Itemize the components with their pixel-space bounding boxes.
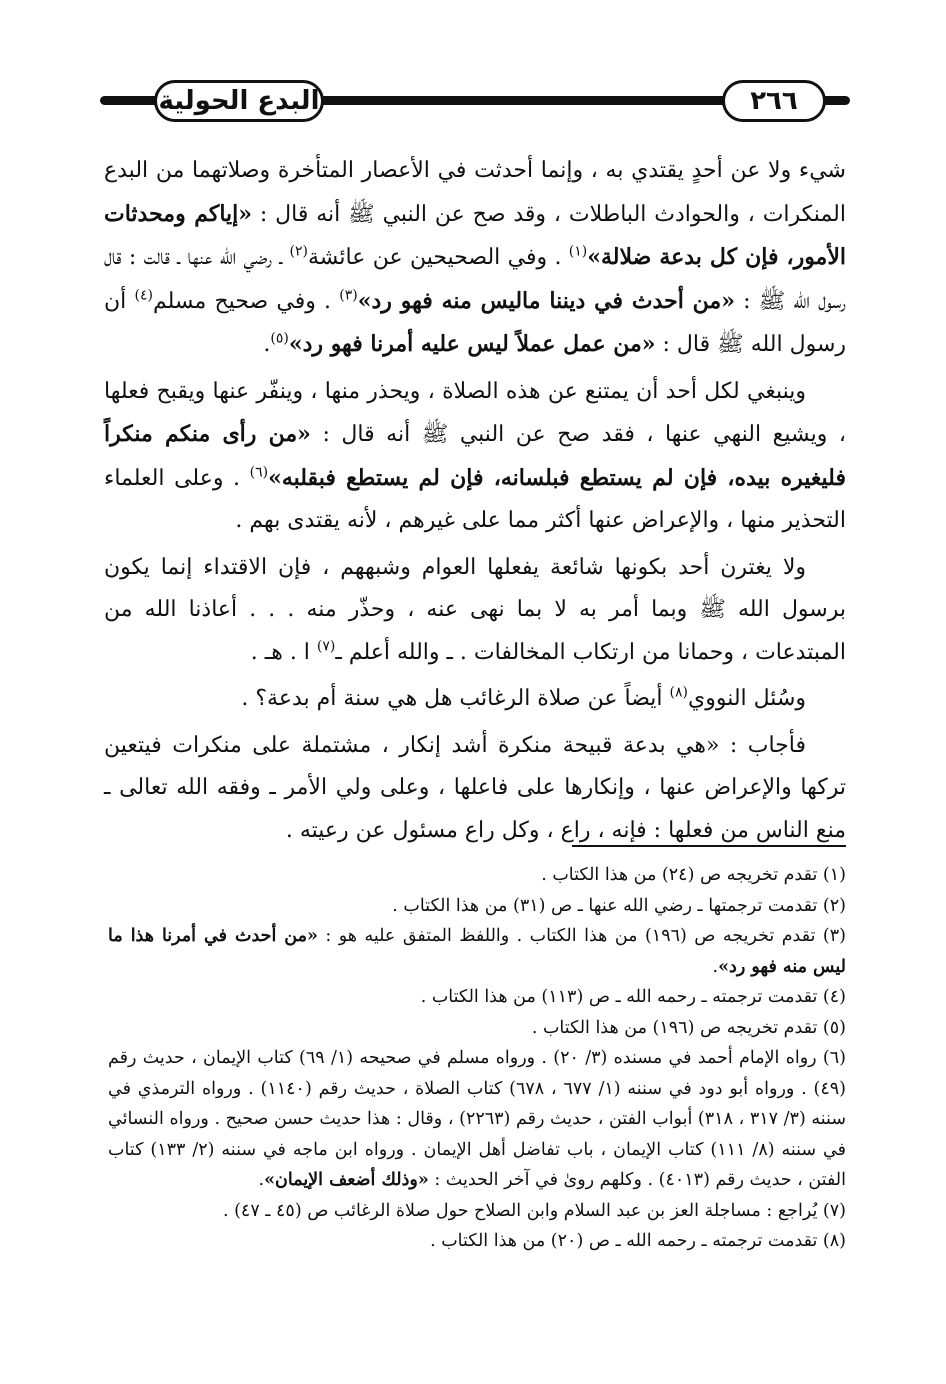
running-title: البدع الحولية [154,80,324,122]
hadith-quote: «من أحدث في أمرنا هذا ما ليس منه فهو رد» [108,926,846,977]
footnote-6 [108,1043,846,1196]
footnote-7: (٧) يُراجع : مساجلة العز بن عبد السلام وابن الصلاح حول صلاة الرغائب ص (٤٥ ـ ٤٧) . [222,1200,846,1221]
text-span: ولا يغترن أحد بكونها شائعة يفعلها العوام وشبههم ، فإن الاقتداء إنما يكون برسول الله ﷺ وبما أمر به لا بما نهى عنه ، وحذّر منه . . . أعاذنا الله من المبتدعات ، وحمانا من ارتكاب المخالفات . ـ والله أعلم ـ [104,554,846,665]
header-rule-left [100,96,160,105]
text-span: . [258,1170,265,1190]
page-number: ٢٦٦ [722,80,826,122]
text-span: (٣) تقدم تخريجه ص (١٩٦) من هذا الكتاب . واللفظ المتفق عليه هو : [325,926,846,946]
text-span: فأجاب : «هي بدعة قبيحة منكرة أشد إنكار ، مشتملة على منكرات فيتعين تركها والإعراض عنها ، وإنكارها على فاعلها ، وعلى ولي الأمر ـ وفقه الله تعالى ـ منع الناس من فعلها : فإنه ، راع ، وكل راع مسئول عن رعيته . [104,732,846,843]
text-span: وسُئل النووي [687,686,806,711]
footnote-divider [572,845,846,847]
footnote-ref: (٣) [339,287,358,304]
paragraph-4 [104,678,846,721]
text-span: . وفي صحيح مسلم [152,288,332,314]
text-span: أن رسول الله ﷺ قال : [104,288,846,357]
paragraph-1 [104,150,846,367]
hadith-quote: «وذلك أضعف الإيمان» [264,1170,429,1190]
hadith-quote: «من عمل عملاً ليس عليه أمرنا فهو رد» [288,331,656,357]
footnote-ref: (٥) [270,330,289,347]
text-span: . [263,332,271,357]
footnote-ref: (٤) [134,287,153,304]
paragraph-5 [104,725,846,853]
text-span: ـ رضي الله عنها ـ قالت : قال رسول الله ﷺ : [104,245,846,314]
hadith-quote: «إياكم ومحدثات الأمور، فإن كل بدعة ضلالة» [104,200,846,270]
footnote-3 [108,921,846,982]
main-text [104,150,846,856]
footnote-ref: (٢) [289,243,309,260]
footnote-ref: (١) [568,243,588,260]
text-span: ا . هـ . [250,639,310,665]
footnote-2: (٢) تقدمت ترجمتها ـ رضي الله عنها ـ ص (٣١) من هذا الكتاب . [392,895,846,916]
footnote-8: (٨) تقدمت ترجمته ـ رحمه الله ـ ص (٢٠) من هذا الكتاب . [430,1231,846,1251]
paragraph-3 [104,547,846,675]
hadith-quote: «من رأى منكم منكراً فليغيره بيده، فإن لم يستطع فبلسانه، فإن لم يستطع فبقلبه» [104,421,846,491]
text-span: . وعلى العلماء التحذير منها ، والإعراض عنها أكثر مما على غيرهم ، لأنه يقتدى بهم . [104,465,846,533]
header-rule-middle [318,96,728,105]
text-span: شيء ولا عن أحدٍ يقتدي به ، وإنما أحدثت في الأعصار المتأخرة وصلاتهما من البدع المنكرات ، والحوادث الباطلات ، وقد صح عن النبي ﷺ أنه قال : [104,158,846,227]
header-rule-right [822,96,850,105]
text-span: . [712,956,719,977]
text-span: (٦) رواه الإمام أحمد في مسنده (٣/ ٢٠) . ورواه مسلم في صحيحه (١/ ٦٩) كتاب الإيمان ، حديث رقم (٤٩) . ورواه أبو دود في سننه (١/ ٦٧٧ ، ٦٧٨) كتاب الصلاة ، حديث رقم (١١٤٠) . ورواه الترمذي في سننه (٣/ ٣١٧ ، ٣١٨) أبواب الفتن ، حديث رقم (٢٢٦٣) ، وقال : هذا حديث حسن صحيح . ورواه النسائي في سننه (٨/ ١١١) كتاب الإيمان ، باب تفاضل أهل الإيمان . ورواه ابن ماجه في سننه (٢/ ١٣٣) كتاب الفتن ، حديث رقم (٤٠١٣) . وكلهم روىٰ في آخر الحديث : [108,1048,846,1190]
footnotes [108,860,846,1257]
footnote-ref: (٧) [316,638,336,655]
footnote-ref: (٨) [669,684,688,701]
page-header [100,74,850,130]
footnote-1: (١) تقدم تخريجه ص (٢٤) من هذا الكتاب . [541,865,846,885]
paragraph-2 [104,371,846,543]
text-span: وينبغي لكل أحد أن يمتنع عن هذه الصلاة ، ويحذر منها ، وينفّر عنها ويقبح فعلها ، ويشيع النهي عنها ، فقد صح عن النبي ﷺ أنه قال : [104,378,846,447]
text-span: أيضاً عن صلاة الرغائب هل هي سنة أم بدعة؟ . [241,686,663,711]
footnote-5: (٥) تقدم تخريجه ص (١٩٦) من هذا الكتاب . [531,1017,846,1038]
footnote-4: (٤) تقدمت ترجمته ـ رحمه الله ـ ص (١١٣) من هذا الكتاب . [420,987,846,1007]
text-span: . وفي الصحيحين عن عائشة [308,245,562,270]
footnote-ref: (٦) [249,464,269,481]
hadith-quote: «من أحدث في ديننا ماليس منه فهو رد» [357,287,735,314]
